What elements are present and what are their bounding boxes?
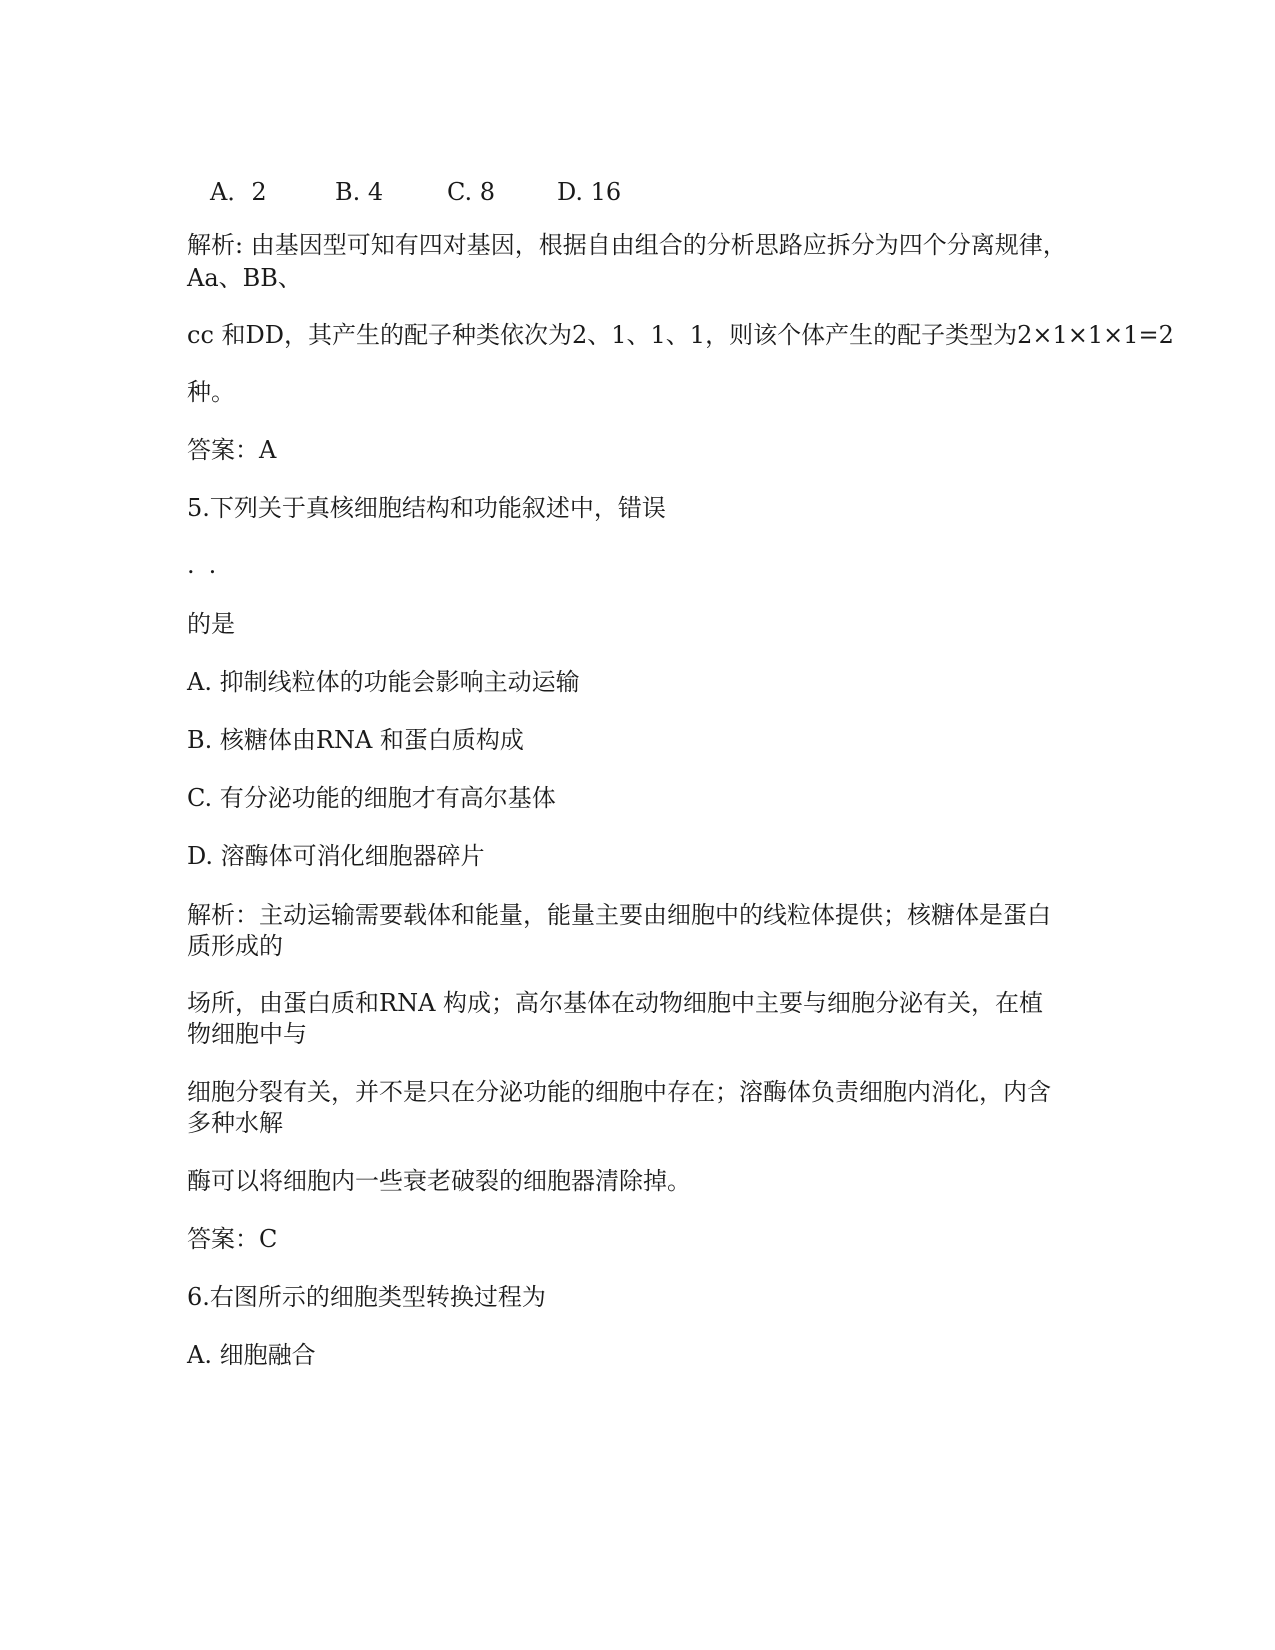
q5-analysis-line5: 细胞分裂有关，并不是只在分泌功能的细胞中存在；溶酶体负责细胞内消化，内含 xyxy=(187,1078,1051,1106)
q5-answer: 答案：C xyxy=(187,1225,278,1253)
q5-analysis-line6: 多种水解 xyxy=(187,1109,283,1137)
q5-analysis-line7: 酶可以将细胞内一些衰老破裂的细胞器清除掉。 xyxy=(187,1167,691,1195)
q5-stem-end: 的是 xyxy=(187,610,235,638)
q5-analysis-line3: 场所，由蛋白质和RNA 构成；高尔基体在动物细胞中主要与细胞分泌有关，在植 xyxy=(187,989,1044,1017)
q5-option-d: D. 溶酶体可消化细胞器碎片 xyxy=(187,842,485,870)
q6-stem: 6.右图所示的细胞类型转换过程为 xyxy=(187,1283,546,1311)
q5-analysis-line2: 质形成的 xyxy=(187,932,283,960)
q5-analysis-line4: 物细胞中与 xyxy=(187,1020,307,1048)
q5-emphasis-dots: .. xyxy=(187,551,231,579)
q4-option-b: B. 4 xyxy=(335,178,384,206)
q5-option-a: A. 抑制线粒体的功能会影响主动运输 xyxy=(187,668,580,696)
q5-option-b: B. 核糖体由RNA 和蛋白质构成 xyxy=(187,726,524,754)
q5-option-c: C. 有分泌功能的细胞才有高尔基体 xyxy=(187,784,556,812)
q4-analysis-line1: 解析: 由基因型可知有四对基因，根据自由组合的分析思路应拆分为四个分离规律， xyxy=(187,231,1067,259)
q5-analysis-line1: 解析：主动运输需要载体和能量，能量主要由细胞中的线粒体提供；核糖体是蛋白 xyxy=(187,901,1051,929)
q4-answer: 答案：A xyxy=(187,436,277,464)
q5-stem: 5.下列关于真核细胞结构和功能叙述中，错误 xyxy=(187,494,666,522)
q6-option-a: A. 细胞融合 xyxy=(187,1341,316,1369)
q4-option-d: D. 16 xyxy=(557,178,622,206)
q4-analysis-line3: cc 和DD，其产生的配子种类依次为2、1、1、1，则该个体产生的配子类型为2×1×1×1=2 xyxy=(187,321,1174,349)
q4-analysis-line4: 种。 xyxy=(187,378,235,406)
q4-option-a: A．2 xyxy=(210,178,267,206)
q4-option-c: C. 8 xyxy=(447,178,496,206)
q4-analysis-line2: Aa、BB、 xyxy=(187,264,302,292)
